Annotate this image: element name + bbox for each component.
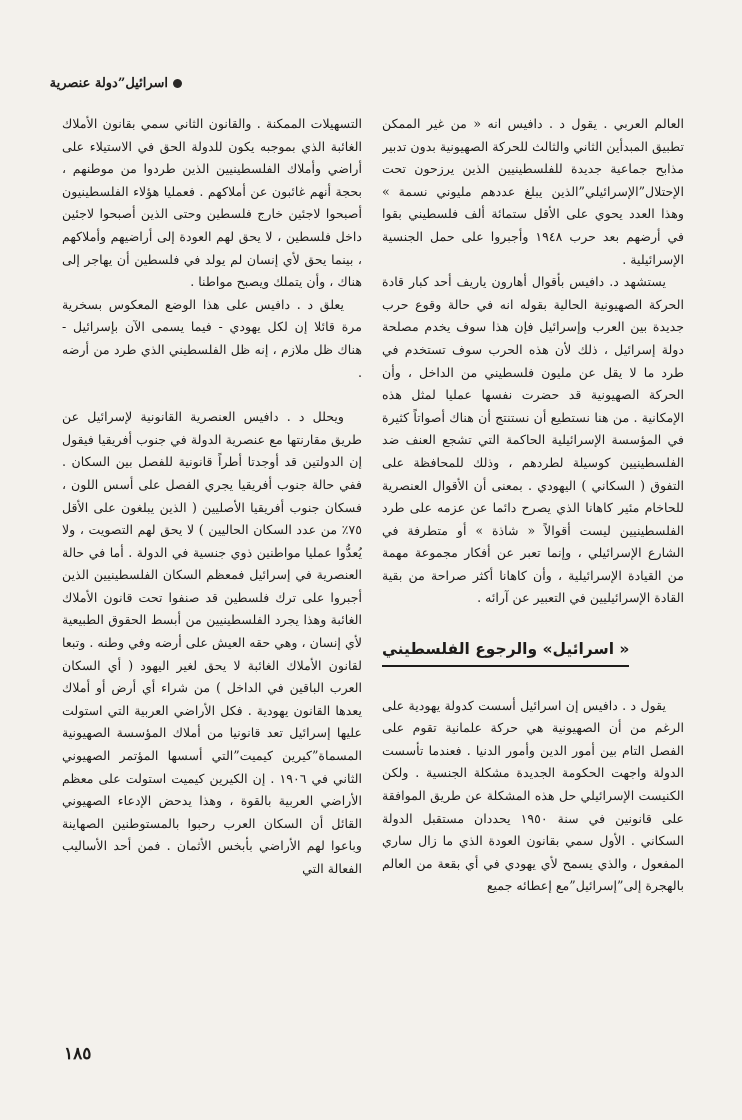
page-number: ١٨٥: [64, 1044, 92, 1064]
right-paragraph-2: يستشهد د. دافيس بأقوال أهارون ياريف أحد كبار قادة الحركة الصهيونية الحالية بقوله انه في حالة وقوع حرب جديدة بين العرب وإسرائيل فإن هذا سوف يخدم مصلحة دولة إسرائيل ، ذلك لأن هذه الحرب سوف تستخدم في طرد ما لا يقل عن مليون فلسطيني من الداخل ، وأن الحركة الصهيونية قد حضرت نفسها عمليا لمثل هذه الإمكانية . من هنا نستطيع أن نستنتج أن هناك أصواتاً كثيرة في المؤسسة الإسرائيلية الحاكمة التي تشجع العنف ضد الفلسطينيين كوسيلة لطردهم ، وذلك للمحافظة على التفوق ( السكاني ) اليهودي . بمعنى أن الأقوال العنصرية للحاخام مئير كاهانا الذي يصرح دائما عن عزمه على طرد الفلسطينيين ليست أقوالاً « شاذة » أو متطرفة في الشارع الإسرائيلي ، وإنما تعبر عن أفكار مجموعة مهمة من القيادة الإسرائيلية ، وأن كاهانا أكثر صراحة من بقية القادة الإسرائيليين في التعبير عن آرائه .: [382, 274, 684, 606]
left-column: [62, 113, 362, 881]
right-column: [382, 113, 684, 898]
section-heading: [382, 636, 684, 667]
left-paragraph-2: يعلق د . دافيس على هذا الوضع المعكوس بسخرية مرة قائلا إن لكل يهودي - فيما يسمى الآن بإسرائيل - هناك ظل ملازم ، إنه ظل الفلسطيني الذي طرد من أرضه .: [62, 296, 362, 380]
running-header: [50, 76, 182, 91]
running-title: اسرائيل”دولة عنصرية: [49, 76, 168, 91]
bullet-dot-icon: [173, 79, 182, 88]
right-paragraph-1: العالم العربي . يقول د . دافيس انه « من غير الممكن تطبيق المبدأين الثاني والثالث للحركة الصهيونية بدون تدبير مذابح جماعية جديدة للفلسطينيين الذين يرزحون تحت الإحتلال”الإسرائيلي”الذين يبلغ عددهم مليوني نسمة » وهذا العدد يحوي على الأقل ستمائة ألف فلسطيني بقوا في أرضهم بعد حرب ١٩٤٨ وأجبروا على حمل الجنسية الإسرائيلية .: [382, 116, 684, 267]
left-paragraph-1: التسهيلات الممكنة . والقانون الثاني سمي بقانون الأملاك الغائبة الذي بموجبه يكون للدولة الحق في الاستيلاء على أراضي وأملاك الفلسطينيين الذين طردوا من موطنهم ، بحجة أنهم غائبون عن أملاكهم . فعمليا هؤلاء الفلسطينيون أصبحوا لاجئين خارج فلسطين وحتى الذين أصبحوا لاجئين داخل فلسطين ، لا يحق لهم العودة إلى أراضيهم وأملاكهم ، بينما يحق لأي إنسان لم يولد في فلسطين أن يهاجر إلى هناك ، وأن يتملك ويصبح مواطنا .: [62, 116, 362, 290]
right-paragraph-3: يقول د . دافيس إن اسرائيل أسست كدولة يهودية على الرغم من أن الصهيونية هي حركة علمانية تقوم على الفصل التام بين أمور الدين وأمور الدنيا . فعندما تأسست الدولة واجهت الحكومة الجديدة مشكلة الجنسية . ولكن الكنيست الإسرائيلي حل هذه المشكلة عن طريق الموافقة على قانونين في سنة ١٩٥٠ يحددان مستقبل الدولة السكاني . الأول سمي بقانون العودة الذي ما زال ساري المفعول ، والذي يسمح لأي يهودي في أي بقعة من العالم بالهجرة إلى”إسرائيل”مع إعطائه جميع: [382, 697, 684, 894]
section-heading-text: « اسرائيل» والرجوع الفلسطيني: [382, 636, 629, 667]
left-paragraph-3: ويحلل د . دافيس العنصرية القانونية لإسرائيل عن طريق مقارنتها مع عنصرية الدولة في جنوب أفريقيا فيقول إن الدولتين قد أوجدتا أطراً قانونية للفصل بين السكان . ففي حالة جنوب أفريقيا يجري الفصل على أسس اللون ، فسكان جنوب أفريقيا الأصليين ( الذين يبلغون على الأقل ٧٥٪ من عدد السكان الحاليين ) لا يحق لهم التصويت ، ولا يُعدُّوا عمليا مواطنين ذوي جنسية في الدولة . أما في حالة العنصرية في إسرائيل فمعظم السكان الفلسطينيين الذين أجبروا على ترك فلسطين قد صنفوا تحت قانون الأملاك الغائبة وهذا يجرد الفلسطينيين من أبسط الحقوق الطبيعية لأي إنسان ، وهي حقه العيش على أرضه وفي وطنه . وتبعا لقانون الأملاك الغائبة لا يحق لغير اليهود ( أي السكان العرب الباقين في الداخل ) من شراء أي أرض أو أملاك يعدها القانون يهودية . فكل الأراضي العربية التي استولت عليها إسرائيل تعد قانونيا من أملاك المؤسسة الصهيونية المسماة”كيرين كيميت”التي أسسها المؤتمر الصهيوني الثاني في ١٩٠٦ . إن الكيرين كيميت استولت على معظم الأراضي العربية بالقوة ، وهذا يدحض الإدعاء الصهيوني القائل أن السكان العرب رحبوا بالمستوطنين الصهاينة وباعوا لهم الأراضي بأبخس الأثمان . فمن أحد الأساليب الفعالة التي: [62, 409, 362, 876]
